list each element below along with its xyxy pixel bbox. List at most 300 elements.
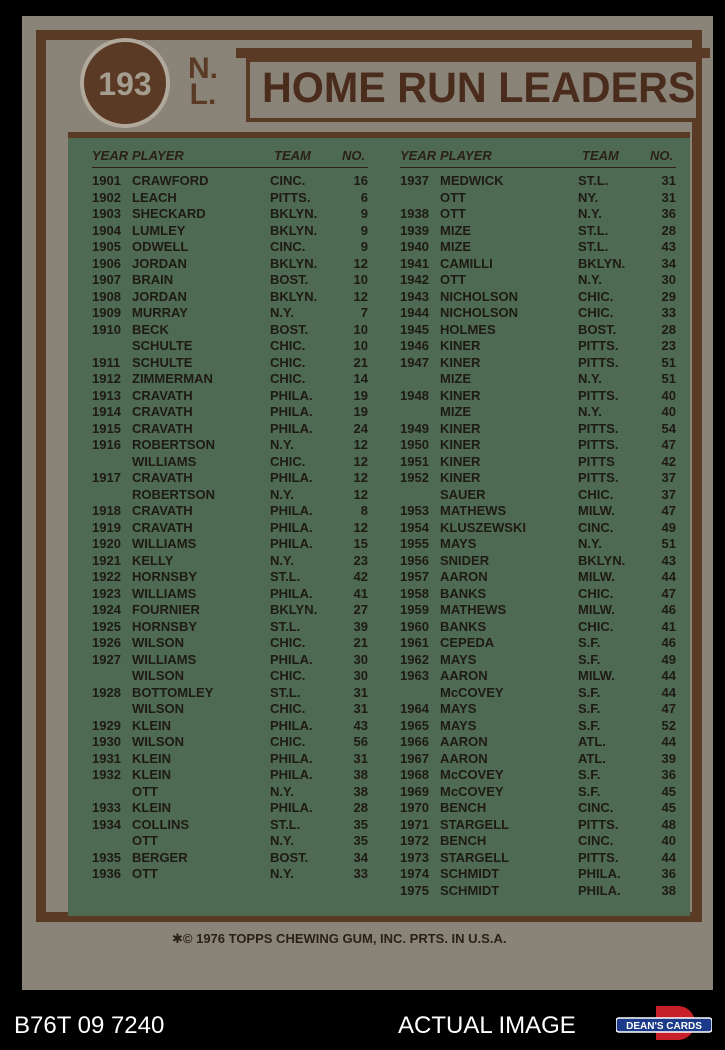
row-team: CINC. (270, 173, 306, 188)
leader-row (400, 734, 680, 750)
row-homeruns: 36 (661, 866, 676, 881)
row-homeruns: 51 (661, 536, 676, 551)
deans-cards-logo (616, 1004, 712, 1042)
row-team: PITTS. (578, 470, 619, 485)
row-homeruns: 38 (353, 783, 368, 799)
row-team: N.Y. (270, 833, 294, 848)
row-homeruns: 41 (353, 585, 368, 601)
leader-row (92, 569, 372, 585)
row-year: 1969 (400, 783, 429, 799)
header-player: PLAYER (440, 148, 492, 163)
row-year: 1943 (400, 288, 429, 304)
row-player: SCHULTE (132, 338, 193, 353)
row-homeruns: 49 (661, 519, 676, 535)
leader-row (400, 503, 680, 519)
row-team: MILW. (578, 503, 615, 518)
row-homeruns: 30 (661, 272, 676, 287)
row-homeruns: 27 (353, 602, 368, 617)
row-team: N.Y. (578, 536, 602, 551)
row-team: S.F. (578, 684, 601, 700)
row-team: PITTS. (578, 387, 619, 403)
row-player: McCOVEY (440, 783, 504, 799)
leader-row (400, 388, 680, 404)
leader-row (92, 784, 372, 800)
row-player: STARGELL (440, 849, 510, 865)
row-year: 1907 (92, 272, 121, 287)
row-player: BECK (132, 321, 169, 337)
row-player: OTT (440, 206, 466, 221)
row-player: AARON (440, 750, 488, 766)
row-team: MILW. (578, 668, 615, 683)
leader-row (400, 322, 680, 338)
row-team: CINC. (578, 519, 614, 535)
row-player: CRAVATH (132, 503, 193, 518)
leader-row (400, 685, 680, 701)
row-homeruns: 44 (661, 569, 676, 584)
leader-row (92, 190, 372, 206)
row-player: JORDAN (132, 255, 187, 271)
row-team: N.Y. (270, 437, 294, 452)
row-team: BKLYN. (578, 552, 626, 568)
row-year: 1946 (400, 338, 429, 353)
row-homeruns: 29 (661, 288, 676, 304)
leader-row (92, 685, 372, 701)
row-year: 1913 (92, 387, 121, 403)
leader-row (400, 850, 680, 866)
row-player: WILLIAMS (132, 585, 197, 601)
row-team: CHIC. (270, 635, 306, 650)
row-homeruns: 24 (353, 420, 368, 436)
row-homeruns: 47 (661, 503, 676, 518)
leader-row (92, 751, 372, 767)
leader-row (92, 701, 372, 717)
row-year: 1919 (92, 519, 121, 535)
row-team: BKLYN. (270, 255, 318, 271)
row-homeruns: 38 (661, 882, 676, 898)
header-team: TEAM (582, 148, 619, 163)
row-team: CHIC. (270, 668, 306, 683)
leader-row (92, 454, 372, 470)
row-team: PITTS. (578, 354, 619, 370)
row-player: CEPEDA (440, 635, 495, 650)
row-player: STARGELL (440, 816, 510, 832)
row-homeruns: 12 (353, 288, 368, 304)
leader-row (400, 487, 680, 503)
row-year: 1967 (400, 750, 429, 766)
leader-row (400, 206, 680, 222)
row-year: 1925 (92, 618, 121, 634)
row-homeruns: 42 (661, 453, 676, 469)
row-year: 1905 (92, 239, 121, 254)
row-homeruns: 45 (661, 783, 676, 799)
header-player: PLAYER (132, 148, 184, 163)
leader-row (92, 289, 372, 305)
leader-row (400, 173, 680, 189)
leader-row (400, 190, 680, 206)
row-homeruns: 51 (661, 354, 676, 370)
row-team: MILW. (578, 602, 615, 617)
row-player: OTT (132, 866, 158, 881)
row-homeruns: 21 (353, 354, 368, 370)
leader-row (400, 701, 680, 717)
row-player: HORNSBY (132, 618, 198, 634)
row-homeruns: 10 (353, 272, 368, 287)
row-homeruns: 51 (661, 371, 676, 386)
row-year: 1908 (92, 288, 121, 304)
row-homeruns: 28 (661, 222, 676, 238)
row-year: 1923 (92, 585, 121, 601)
row-year: 1972 (400, 833, 429, 848)
leader-row (400, 668, 680, 684)
row-player: BENCH (440, 800, 487, 815)
row-year: 1963 (400, 668, 429, 683)
logo-text: DEAN'S CARDS (626, 1021, 702, 1032)
row-homeruns: 21 (353, 635, 368, 650)
row-year: 1917 (92, 470, 121, 485)
leader-row (92, 833, 372, 849)
row-year: 1922 (92, 569, 121, 584)
leader-row (92, 536, 372, 552)
row-homeruns: 23 (353, 552, 368, 568)
row-team: ST.L. (270, 569, 301, 584)
row-year: 1928 (92, 684, 121, 700)
row-year: 1927 (92, 651, 121, 667)
row-player: SAUER (440, 486, 486, 502)
row-year: 1909 (92, 305, 121, 320)
header-year: YEAR (92, 148, 129, 163)
row-team: CINC. (270, 239, 306, 254)
row-homeruns: 7 (360, 305, 368, 320)
leader-row (400, 718, 680, 734)
row-team: BKLYN. (578, 255, 626, 271)
row-team: ST.L. (578, 222, 609, 238)
row-player: OTT (440, 189, 466, 205)
row-year: 1949 (400, 420, 429, 436)
row-year: 1930 (92, 734, 121, 749)
row-year: 1958 (400, 585, 429, 601)
row-homeruns: 44 (661, 849, 676, 865)
header-year: YEAR (400, 148, 437, 163)
row-team: ATL. (578, 750, 606, 766)
header-no: NO. (650, 148, 674, 163)
row-homeruns: 47 (661, 701, 676, 716)
leader-row (400, 421, 680, 437)
row-player: SNIDER (440, 552, 490, 568)
row-player: WILSON (132, 734, 184, 749)
row-homeruns: 54 (661, 420, 676, 436)
row-player: CRAVATH (132, 404, 193, 419)
row-team: PHILA. (270, 717, 313, 733)
row-year: 1918 (92, 503, 121, 518)
row-team: CINC. (578, 800, 614, 815)
row-year: 1920 (92, 536, 121, 551)
row-homeruns: 12 (353, 519, 368, 535)
row-homeruns: 43 (661, 239, 676, 254)
leader-row (400, 355, 680, 371)
leader-row (400, 520, 680, 536)
row-team: N.Y. (578, 206, 602, 221)
row-player: WILLIAMS (132, 651, 197, 667)
row-player: MIZE (440, 404, 472, 419)
row-year: 1960 (400, 618, 429, 634)
row-homeruns: 42 (353, 569, 368, 584)
leader-row (92, 800, 372, 816)
row-homeruns: 12 (353, 453, 368, 469)
row-player: CRAVATH (132, 519, 193, 535)
row-year: 1933 (92, 800, 121, 815)
row-year: 1957 (400, 569, 429, 584)
row-player: CAMILLI (440, 255, 493, 271)
row-player: SCHMIDT (440, 866, 500, 881)
leader-row (92, 272, 372, 288)
row-player: WILSON (132, 701, 184, 716)
leader-row (400, 602, 680, 618)
row-year: 1975 (400, 882, 429, 898)
leader-row (92, 553, 372, 569)
row-homeruns: 39 (353, 618, 368, 634)
row-homeruns: 34 (661, 255, 676, 271)
row-homeruns: 36 (661, 206, 676, 221)
row-team: CHIC. (270, 371, 306, 386)
leader-row (92, 338, 372, 354)
row-homeruns: 34 (353, 849, 368, 865)
leader-row (400, 239, 680, 255)
row-player: WILSON (132, 668, 184, 683)
row-player: KINER (440, 437, 481, 452)
row-player: KINER (440, 387, 481, 403)
row-homeruns: 30 (353, 668, 368, 683)
leader-row (400, 784, 680, 800)
row-player: LEACH (132, 189, 177, 205)
row-player: SCHULTE (132, 354, 193, 370)
inventory-code: B76T 09 7240 (14, 1012, 165, 1039)
row-homeruns: 33 (661, 305, 676, 320)
row-homeruns: 31 (353, 750, 368, 766)
row-player: HOLMES (440, 321, 496, 337)
row-team: PHILA. (270, 387, 313, 403)
row-team: PITTS (578, 453, 615, 469)
row-player: ROBERTSON (132, 437, 216, 452)
leader-row (92, 734, 372, 750)
row-player: CRAVATH (132, 420, 193, 436)
leader-row (400, 586, 680, 602)
header-no: NO. (342, 148, 366, 163)
row-player: CRAVATH (132, 470, 193, 485)
row-year: 1936 (92, 866, 121, 881)
row-homeruns: 35 (353, 833, 368, 848)
row-year: 1910 (92, 321, 121, 337)
row-player: CRAWFORD (132, 173, 209, 188)
row-player: BRAIN (132, 272, 174, 287)
leader-row (92, 520, 372, 536)
leader-row (92, 817, 372, 833)
row-player: MIZE (440, 222, 472, 238)
leader-row (92, 487, 372, 503)
leader-row (92, 355, 372, 371)
row-year: 1944 (400, 305, 429, 320)
row-player: KLEIN (132, 717, 171, 733)
row-player: BANKS (440, 618, 487, 634)
row-team: PITTS. (578, 849, 619, 865)
row-team: CHIC. (270, 701, 306, 716)
card-title: HOME RUN LEADERS (262, 64, 696, 112)
leader-row (92, 619, 372, 635)
leader-row (92, 421, 372, 437)
row-team: CHIC. (270, 734, 306, 749)
row-team: BKLYN. (270, 288, 318, 304)
row-player: FOURNIER (132, 602, 200, 617)
row-team: BOST. (270, 321, 309, 337)
leader-row (92, 256, 372, 272)
row-homeruns: 47 (661, 437, 676, 452)
row-team: BOST. (578, 321, 617, 337)
row-player: OTT (132, 783, 158, 799)
banner-bar (236, 48, 710, 58)
row-year: 1937 (400, 173, 429, 188)
row-team: PHILA. (270, 503, 313, 518)
row-team: N.Y. (578, 404, 602, 419)
leader-row (400, 635, 680, 651)
row-player: AARON (440, 569, 488, 584)
row-year: 1964 (400, 701, 429, 716)
row-year: 1929 (92, 717, 121, 733)
leader-row (400, 652, 680, 668)
leader-row (92, 586, 372, 602)
row-year: 1904 (92, 222, 121, 238)
row-homeruns: 44 (661, 684, 676, 700)
leader-row (400, 883, 680, 899)
leader-row (92, 404, 372, 420)
header-team: TEAM (274, 148, 311, 163)
row-team: NY. (578, 189, 599, 205)
row-homeruns: 31 (661, 173, 676, 188)
row-player: MAYS (440, 651, 477, 667)
row-player: MAYS (440, 536, 477, 551)
row-year: 1912 (92, 371, 121, 386)
row-team: ST.L. (270, 816, 301, 832)
leader-row (400, 454, 680, 470)
row-year: 1926 (92, 635, 121, 650)
leader-row (92, 602, 372, 618)
row-homeruns: 28 (353, 800, 368, 815)
leader-row (400, 338, 680, 354)
row-team: PHILA. (578, 866, 621, 881)
row-homeruns: 12 (353, 486, 368, 502)
leader-row (400, 470, 680, 486)
row-year: 1951 (400, 453, 429, 469)
row-player: KINER (440, 338, 481, 353)
row-year: 1939 (400, 222, 429, 238)
row-homeruns: 36 (661, 767, 676, 782)
row-team: ST.L. (578, 239, 609, 254)
row-player: MAYS (440, 717, 477, 733)
row-year: 1948 (400, 387, 429, 403)
row-team: N.Y. (270, 866, 294, 881)
row-player: CRAVATH (132, 387, 193, 403)
row-homeruns: 10 (353, 321, 368, 337)
leader-row (92, 668, 372, 684)
row-homeruns: 12 (353, 437, 368, 452)
row-team: BKLYN. (270, 602, 318, 617)
row-homeruns: 9 (360, 206, 368, 221)
row-homeruns: 9 (360, 239, 368, 254)
row-player: WILLIAMS (132, 536, 197, 551)
card-number: 193 (98, 66, 152, 102)
row-team: BKLYN. (270, 222, 318, 238)
leader-row (400, 866, 680, 882)
row-player: KLUSZEWSKI (440, 519, 526, 535)
row-team: S.F. (578, 651, 601, 667)
row-year: 1901 (92, 173, 121, 188)
row-player: KINER (440, 470, 481, 485)
row-year: 1959 (400, 602, 429, 617)
league-letter: L. (189, 78, 217, 111)
row-team: PITTS. (578, 420, 619, 436)
row-player: SCHMIDT (440, 882, 500, 898)
leader-row (92, 371, 372, 387)
row-homeruns: 52 (661, 717, 676, 733)
row-team: PITTS. (270, 189, 311, 205)
row-year: 1954 (400, 519, 429, 535)
row-player: MIZE (440, 239, 472, 254)
row-team: PHILA. (270, 536, 313, 551)
row-year: 1915 (92, 420, 121, 436)
row-homeruns: 38 (353, 767, 368, 782)
row-team: MILW. (578, 569, 615, 584)
leader-row (400, 371, 680, 387)
row-player: NICHOLSON (440, 305, 518, 320)
row-player: ZIMMERMAN (132, 371, 213, 386)
row-year: 1906 (92, 255, 121, 271)
row-team: CHIC. (270, 453, 306, 469)
row-homeruns: 15 (353, 536, 368, 551)
row-player: KINER (440, 453, 481, 469)
row-team: N.Y. (270, 552, 294, 568)
leader-row (400, 619, 680, 635)
row-year: 1961 (400, 635, 429, 650)
row-player: KELLY (132, 552, 174, 568)
row-team: BOST. (270, 849, 309, 865)
row-team: S.F. (578, 783, 601, 799)
leader-row (400, 437, 680, 453)
row-team: S.F. (578, 635, 601, 650)
row-team: ST.L. (578, 173, 609, 188)
row-team: PHILA. (578, 882, 621, 898)
row-player: MIZE (440, 371, 472, 386)
row-team: PHILA. (270, 470, 313, 485)
leader-row (400, 272, 680, 288)
row-team: S.F. (578, 717, 601, 733)
row-homeruns: 30 (353, 651, 368, 667)
row-team: PHILA. (270, 800, 313, 815)
row-homeruns: 19 (353, 404, 368, 419)
row-team: PHILA. (270, 651, 313, 667)
row-homeruns: 48 (661, 816, 676, 832)
row-team: CHIC. (578, 305, 614, 320)
row-homeruns: 46 (661, 602, 676, 617)
copyright-line: ✱© 1976 TOPPS CHEWING GUM, INC. PRTS. IN U.S.A. (172, 931, 507, 946)
row-player: MURRAY (132, 305, 188, 320)
row-homeruns: 37 (661, 470, 676, 485)
header-rule (92, 167, 368, 168)
row-player: BENCH (440, 833, 487, 848)
row-year: 1903 (92, 206, 121, 221)
row-homeruns: 40 (661, 387, 676, 403)
row-player: BANKS (440, 585, 487, 601)
row-team: ST.L. (270, 684, 301, 700)
row-homeruns: 8 (360, 503, 368, 518)
row-homeruns: 41 (661, 618, 676, 634)
